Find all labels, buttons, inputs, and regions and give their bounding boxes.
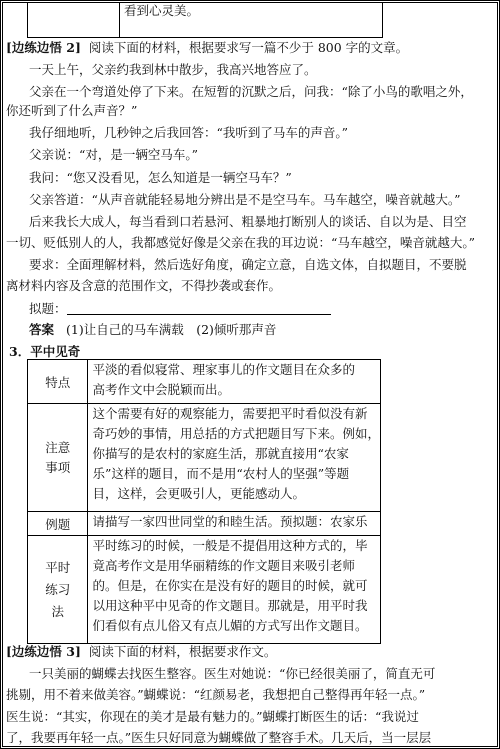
exercise2-para2a: 父亲在一个弯道处停了下来。在短暂的沉默之后，问我：“除了小鸟的歌唱之外， xyxy=(29,84,473,99)
content-line: 你描写的是农村的家庭生活，那就直接用“农家 xyxy=(92,446,349,461)
exercise2-para4: 父亲说：“对，是一辆空马车。” xyxy=(29,147,199,162)
exercise3-line4: 了，我要再年轻一点。”医生只好同意为蝴蝶做了整容手术。几天后，当一层层 xyxy=(6,730,432,745)
section3-heading: 3．平中见奇 xyxy=(9,344,81,359)
exercise3-line1: 一只美丽的蝴蝶去找医生整容。医生对她说：“你已经很美丽了，简直无可 xyxy=(29,666,436,681)
content-line: 高考作文中会脱颖而出。 xyxy=(92,382,230,397)
technique-table xyxy=(27,359,381,644)
top-table-remnant xyxy=(27,2,383,38)
content-line: 们看似有点儿俗又有点儿媚的方式写出作文题目。 xyxy=(92,618,368,633)
row-label-example: 例题 xyxy=(28,512,88,536)
content-line: 平淡的看似寝常、理家事儿的作文题目在众多的 xyxy=(92,362,355,377)
row-content-features xyxy=(88,360,381,404)
exercise2-heading xyxy=(6,39,408,56)
exercise3-instruction: 阅读下面的材料，根据要求作文。 xyxy=(88,644,277,659)
exercise2-para2b: 你还听到了什么声音？” xyxy=(6,103,138,118)
row-content-practice xyxy=(88,536,381,644)
exercise3-heading xyxy=(6,643,276,660)
exercise2-title-blank xyxy=(67,314,331,315)
content-line: 这个需要有好的观察能力，需要把平时看似没有新 xyxy=(92,406,368,421)
row-content-notes xyxy=(88,404,381,512)
table-row-notes xyxy=(28,404,381,512)
top-table-last-line: 看到心灵美。 xyxy=(124,3,200,18)
top-table-divider xyxy=(119,2,120,37)
content-line: 竟高考作文是用华丽精练的作文题目来吸引老师 xyxy=(92,558,355,573)
table-row-example xyxy=(28,512,381,536)
row-content-example xyxy=(88,512,381,536)
row-label-practice: 平时 练习 法 xyxy=(28,536,88,644)
table-row-features xyxy=(28,360,381,404)
content-line: 的。但是，在你实在是没有好的题目的时候，就可 xyxy=(92,578,368,593)
exercise2-para7b: 一切、贬低别人的人，我都感觉好像是父亲在我的耳边说：“马车越空，噪音就越大。” xyxy=(6,235,476,250)
exercise2-requirement-b: 离材料内容及含意的范围作文，不得抄袭或套作。 xyxy=(6,278,282,293)
exercise2-para1: 一天上午，父亲约我到林中散步，我高兴地答应了。 xyxy=(29,62,317,77)
exercise3-line3: 医生说：“其实，你现在的美才是最有魅力的。”蝴蝶打断医生的话：“我说过 xyxy=(6,709,419,724)
answer-text: (1)让自己的马车满载 (2)倾听那声音 xyxy=(66,322,277,337)
exercise3-tag: [边练边悟 3] xyxy=(6,644,81,659)
content-line: 乐”这样的题目，而不是用“农村人的坚强”等题 xyxy=(92,466,350,481)
page-inner-border xyxy=(2,2,498,747)
exercise2-para7a: 后来我长大成人，每当看到口若悬河、粗暴地打断别人的谈话、自以为是、目空 xyxy=(29,214,467,229)
row-label-features: 特点 xyxy=(28,360,88,404)
exercise3-line2: 挑剔，用不着来做美容。”蝴蝶说：“红颜易老，我想把自己整得再年轻一点。” xyxy=(6,687,426,702)
content-line: 以用这种平中见奇的作文题目。那就是，用平时我 xyxy=(92,598,368,613)
exercise2-answer xyxy=(29,321,276,338)
content-line: 奇巧妙的事情，用总括的方式把题目写下来。例如， xyxy=(92,426,380,441)
exercise2-requirement-a: 要求：全面理解材料，然后选好角度，确定立意，自选文体，自拟题目，不要脱 xyxy=(29,257,467,272)
answer-label: 答案 xyxy=(29,322,55,337)
exercise2-title-label: 拟题： xyxy=(29,301,67,316)
content-line: 平时练习的时候，一般是不提倡用这种方式的，毕 xyxy=(92,538,368,553)
table-row-practice xyxy=(28,536,381,644)
exercise2-para5: 我问：“您又没看见，怎么知道是一辆空马车？” xyxy=(29,170,292,185)
row-label-notes: 注意 事项 xyxy=(28,404,88,512)
content-line: 目，这样，会更吸引人，更能感动人。 xyxy=(92,486,305,501)
exercise2-para3: 我仔细地听，几秒钟之后我回答：“我听到了马车的声音。” xyxy=(29,125,349,140)
exercise2-tag: [边练边悟 2] xyxy=(6,40,81,55)
content-line: 请描写一家四世同堂的和睦生活。预拟题：农家乐 xyxy=(92,514,368,529)
exercise2-para6: 父亲答道：“从声音就能轻易地分辨出是不是空马车。马车越空，噪音就越大。” xyxy=(29,192,461,207)
exercise2-instruction: 阅读下面的材料，根据要求写一篇不少于 800 字的文章。 xyxy=(88,40,409,55)
